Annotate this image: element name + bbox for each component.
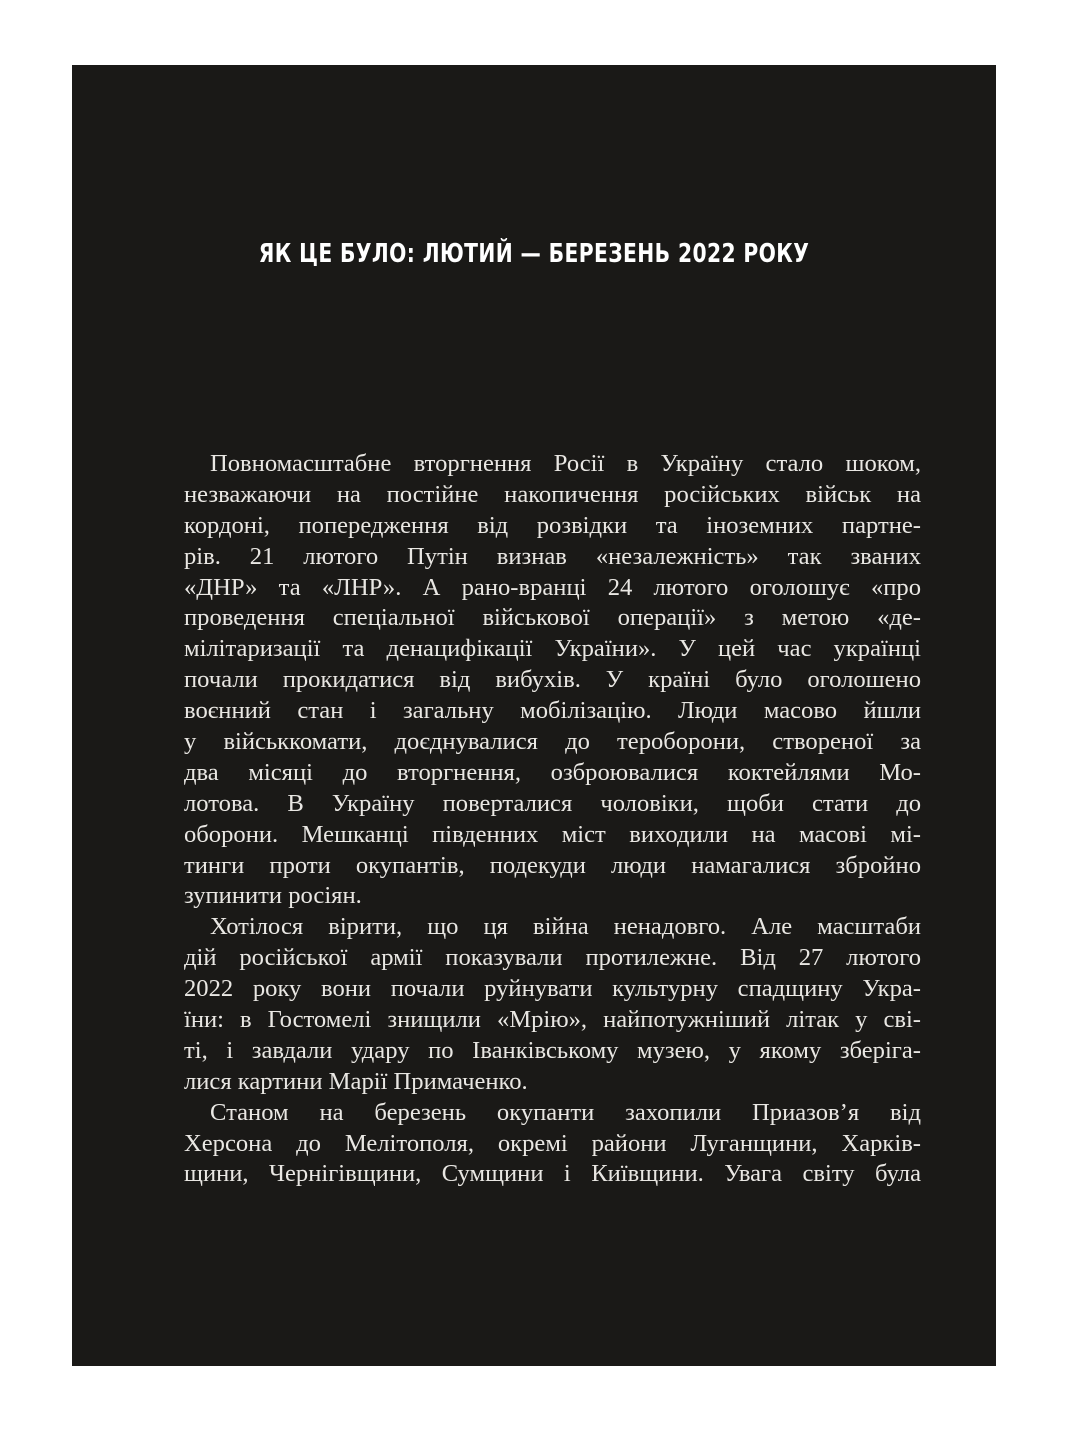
text-line: воєнний стан і загальну мобілізацію. Люди масово йшли — [184, 697, 921, 725]
paragraph-2 — [184, 912, 921, 1097]
text-line: лися картини Марії Примаченко. — [184, 1067, 528, 1095]
text-line: незважаючи на постійне накопичення російських військ на — [184, 480, 921, 508]
text-line: два місяці до вторгнення, озброювалися коктейлями Мо- — [184, 758, 921, 786]
text-line: тинги проти окупантів, подекуди люди намагалися збройно — [184, 851, 921, 879]
text-line: у військкомати, доєднувалися до тероборони, створеної за — [184, 728, 921, 756]
text-line: лотова. В Україну поверталися чоловіки, щоби стати до — [184, 789, 921, 817]
text-line: проведення спеціальної військової операції» з метою «де- — [184, 604, 921, 632]
text-line: рів. 21 лютого Путін визнав «незалежність» так званих — [184, 542, 921, 570]
text-line: Станом на березень окупанти захопили Приазов’я від — [210, 1098, 921, 1126]
text-line: Хотілося вірити, що ця війна ненадовго. Але масштаби — [210, 913, 921, 941]
text-line: Повномасштабне вторгнення Росії в Україну стало шоком, — [210, 450, 921, 477]
text-line: почали прокидатися від вибухів. У країні було оголошено — [184, 666, 921, 694]
text-line: мілітаризації та денацифікації України». У цей час українці — [184, 635, 921, 663]
text-line: Херсона до Мелітополя, окремі райони Луганщини, Харків- — [184, 1129, 921, 1157]
paragraph-3 — [184, 1098, 921, 1191]
text-line: «ДНР» та «ЛНР». А рано-вранці 24 лютого оголошує «про — [184, 573, 921, 601]
text-line: дій російської армії показували протилежне. Від 27 лютого — [184, 944, 921, 972]
text-line: ті, і завдали удару по Іванківському музею, у якому зберіга- — [184, 1036, 921, 1064]
text-line: кордоні, попередження від розвідки та іноземних партне- — [184, 511, 921, 539]
text-line: їни: в Гостомелі знищили «Мрію», найпотужніший літак у сві- — [184, 1006, 921, 1034]
book-page — [72, 65, 996, 1366]
text-line: зупинити росіян. — [184, 882, 362, 910]
chapter-heading: ЯК ЦЕ БУЛО: ЛЮТИЙ — БЕРЕЗЕНЬ 2022 РОКУ — [258, 239, 810, 269]
body-text — [184, 449, 921, 1190]
text-line: щини, Чернігівщини, Сумщини і Київщини. Увага світу була — [184, 1160, 921, 1188]
text-line: оборони. Мешканці південних міст виходили на масові мі- — [184, 820, 921, 848]
paragraph-1 — [184, 449, 921, 912]
text-line: 2022 року вони почали руйнувати культурну спадщину Укра- — [184, 975, 921, 1003]
